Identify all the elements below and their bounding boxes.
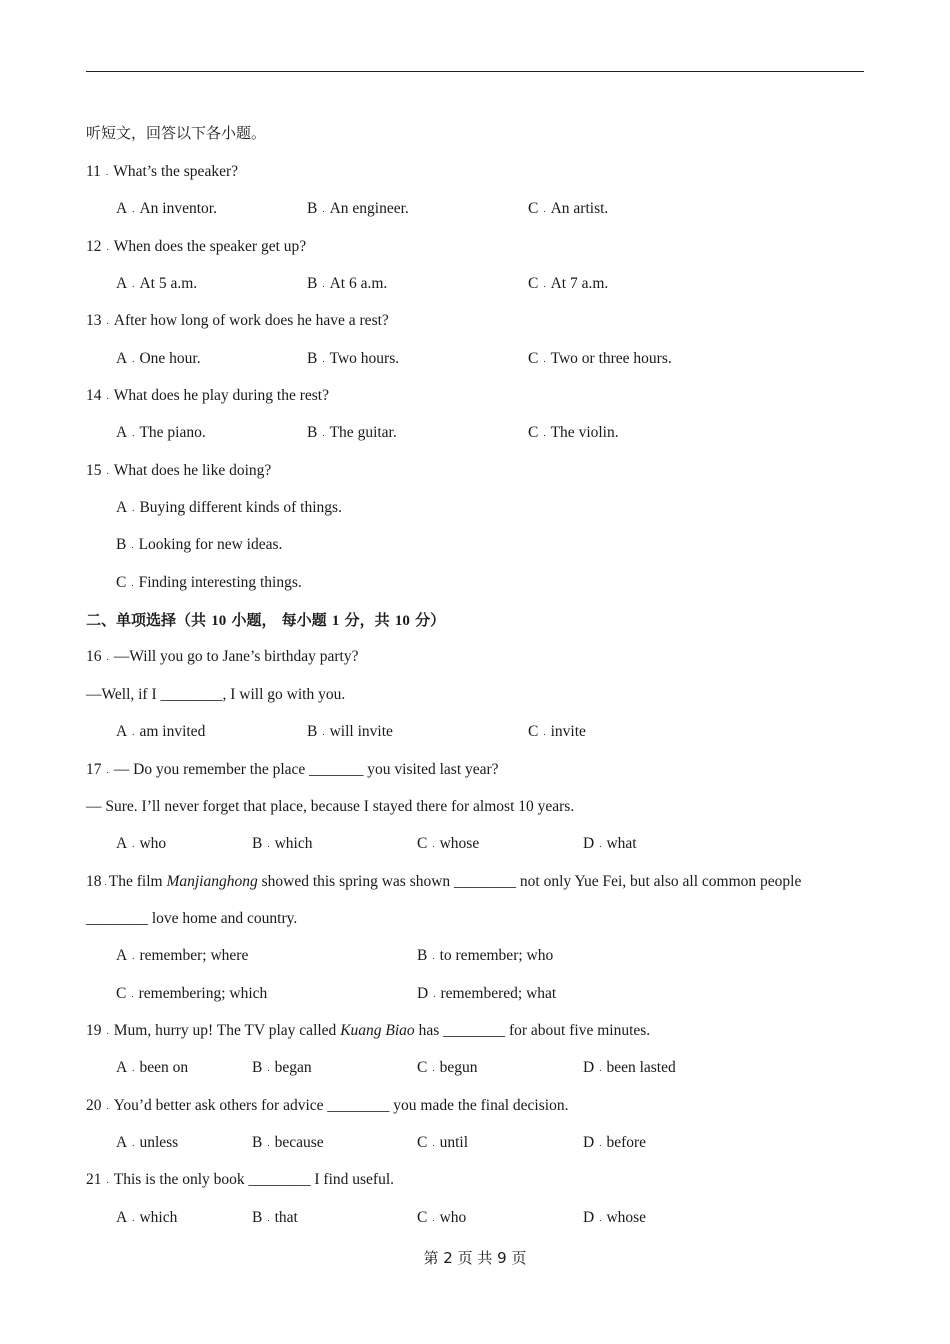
option-c[interactable]: C . invite <box>528 723 586 740</box>
option-a[interactable]: A . The piano. <box>116 424 206 441</box>
options-q15-b <box>116 535 876 555</box>
option-a[interactable]: A . which <box>116 1209 178 1226</box>
option-b[interactable]: B . Looking for new ideas. <box>116 536 283 553</box>
options-q21 <box>116 1208 876 1228</box>
option-a[interactable]: A . At 5 a.m. <box>116 275 198 292</box>
question-18-cont: ________ love home and country. <box>86 910 298 927</box>
option-b[interactable]: B . An engineer. <box>307 200 409 217</box>
option-c[interactable]: C . Two or three hours. <box>528 350 672 367</box>
option-b[interactable]: B . that <box>252 1209 298 1226</box>
options-q17 <box>116 834 876 854</box>
option-c[interactable]: C . begun <box>417 1059 478 1076</box>
option-c[interactable]: C . At 7 a.m. <box>528 275 609 292</box>
option-c[interactable]: C . The violin. <box>528 424 619 441</box>
option-d[interactable]: D . what <box>583 835 637 852</box>
question-19: 19 . Mum, hurry up! The TV play called Kuang Biao has ________ for about five minutes. <box>86 1022 651 1039</box>
option-a[interactable]: A . unless <box>116 1134 179 1151</box>
question-21: 21 . This is the only book ________ I find useful. <box>86 1171 395 1188</box>
option-d[interactable]: D . whose <box>583 1209 647 1226</box>
question-16-response: —Well, if I ________, I will go with you. <box>86 686 346 703</box>
option-a[interactable]: A . been on <box>116 1059 189 1076</box>
option-c[interactable]: C . remembering; which <box>116 985 268 1002</box>
option-a[interactable]: A . who <box>116 835 167 852</box>
option-a[interactable]: A . One hour. <box>116 350 201 367</box>
option-c[interactable]: C . until <box>417 1134 469 1151</box>
header-rule <box>86 71 864 72</box>
option-b[interactable]: B . Two hours. <box>307 350 400 367</box>
options-q19 <box>116 1058 876 1078</box>
question-11: 11 . What’s the speaker? <box>86 163 238 180</box>
option-a[interactable]: A . An inventor. <box>116 200 217 217</box>
options-q14 <box>116 423 876 443</box>
question-15: 15 . What does he like doing? <box>86 462 272 479</box>
options-q12 <box>116 274 876 294</box>
option-b[interactable]: B . will invite <box>307 723 393 740</box>
question-17: 17 . — Do you remember the place _______ you visited last year? <box>86 761 499 778</box>
options-q18-row2 <box>116 984 876 1004</box>
option-b[interactable]: B . which <box>252 835 313 852</box>
options-q18-row1 <box>116 946 876 966</box>
options-q20 <box>116 1133 876 1153</box>
option-d[interactable]: D . been lasted <box>583 1059 676 1076</box>
option-c[interactable]: C . whose <box>417 835 480 852</box>
question-20: 20 . You’d better ask others for advice ________ you made the final decision. <box>86 1097 569 1114</box>
option-c[interactable]: C . An artist. <box>528 200 609 217</box>
option-c[interactable]: C . who <box>417 1209 467 1226</box>
question-16: 16 . —Will you go to Jane’s birthday party? <box>86 648 359 665</box>
option-b[interactable]: B . The guitar. <box>307 424 397 441</box>
options-q11 <box>116 199 876 219</box>
option-c[interactable]: C . Finding interesting things. <box>116 574 302 591</box>
options-q13 <box>116 349 876 369</box>
option-a[interactable]: A . Buying different kinds of things. <box>116 499 342 516</box>
option-d[interactable]: D . remembered; what <box>417 985 557 1002</box>
option-b[interactable]: B . because <box>252 1134 324 1151</box>
question-13: 13 . After how long of work does he have a rest? <box>86 312 389 329</box>
option-a[interactable]: A . remember; where <box>116 947 249 964</box>
section-heading: 二、单项选择（共 10 小题， 每小题 1 分，共 10 分） <box>86 611 446 629</box>
option-d[interactable]: D . before <box>583 1134 647 1151</box>
options-q15-c <box>116 573 876 593</box>
question-18: 18 . The film Manjianghong showed this spring was shown ________ not only Yue Fei, but also all common people <box>86 873 802 890</box>
options-q16 <box>116 722 876 742</box>
listening-instructions: 听短文，回答以下各小题。 <box>86 124 267 142</box>
question-14: 14 . What does he play during the rest? <box>86 387 329 404</box>
option-b[interactable]: B . to remember; who <box>417 947 554 964</box>
options-q15-a <box>116 498 876 518</box>
question-17-response: — Sure. I’ll never forget that place, because I stayed there for almost 10 years. <box>86 798 575 815</box>
option-a[interactable]: A . am invited <box>116 723 206 740</box>
question-12: 12 . When does the speaker get up? <box>86 238 307 255</box>
option-b[interactable]: B . began <box>252 1059 312 1076</box>
page-footer: 第 2 页 共 9 页 <box>423 1249 527 1267</box>
option-b[interactable]: B . At 6 a.m. <box>307 275 388 292</box>
